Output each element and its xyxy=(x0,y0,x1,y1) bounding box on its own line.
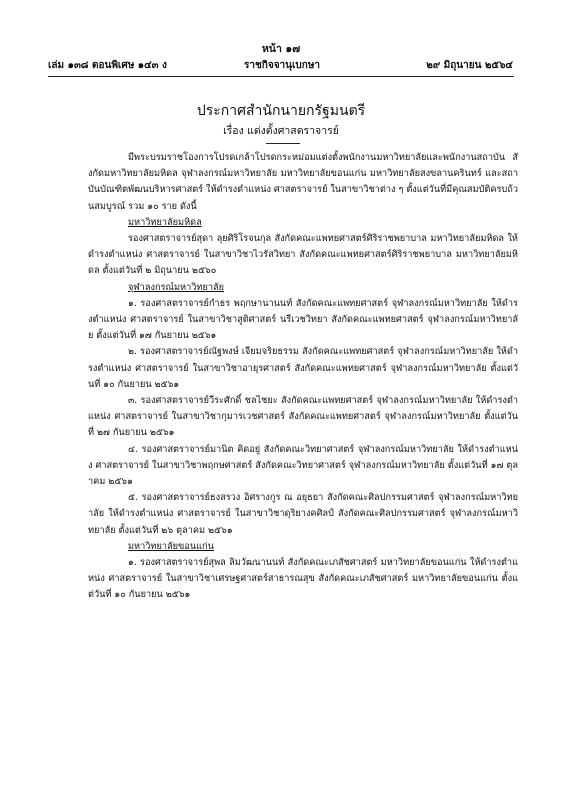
entry-paragraph: รองศาสตราจารย์สุดา ลุยศิริโรจนกุล สังกัดคณะแพทยศาสตร์ศิริราชพยาบาล มหาวิทยาลัยมหิดล ให้ดำรงตำแหน่ง ศาสตราจารย์ ในสาขาวิชาไวรัสวิทยา สังกัดคณะแพทยศาสตร์ศิริราชพยาบาล มหาวิทยาลัยมหิดล ตั้งแต่วันที่ ๒ มิถุนายน ๒๕๖๐ xyxy=(88,233,518,277)
entry-paragraph: ๔. รองศาสตราจารย์มานิต คิดอยู่ สังกัดคณะวิทยาศาสตร์ จุฬาลงกรณ์มหาวิทยาลัย ให้ดำรงตำแหน่ง ศาสตราจารย์ ในสาขาวิชาพฤกษศาสตร์ สังกัดคณะวิทยาศาสตร์ จุฬาลงกรณ์มหาวิทยาลัย ตั้งแต่วันที่ ๑๗ ตุลาคม ๒๕๖๑ xyxy=(88,443,518,488)
gazette-date: ๒๙ มิถุนายน ๒๕๖๔ xyxy=(426,60,513,71)
intro-paragraph: มีพระบรมราชโองการโปรดเกล้าโปรดกระหม่อมแต่งตั้งพนักงานมหาวิทยาลัยและพนักงานสถาบัน สังกัดมหาวิทยาลัยมหิดล จุฬาลงกรณ์มหาวิทยาลัย มหาวิทยาลัยขอนแก่น มหาวิทยาลัยสงขลานครินทร์ และสถาบันบัณฑิตพัฒนบริหารศาสตร์ ให้ดำรงตำแหน่ง ศาสตราจารย์ ในสาขาวิชาต่าง ๆ ตั้งแต่วันที่มีคุณสมบัติครบถ้วนสมบูรณ์ รวม ๑๐ ราย ดังนี้ xyxy=(88,152,518,212)
section-heading-chulalongkorn: จุฬาลงกรณ์มหาวิทยาลัย xyxy=(128,281,225,293)
gazette-volume: เล่ม ๑๓๘ ตอนพิเศษ ๑๔๓ ง xyxy=(48,60,167,71)
section-heading-mahidol: มหาวิทยาลัยมหิดล xyxy=(128,216,202,228)
entry-paragraph: ๒. รองศาสตราจารย์ณัฐพงษ์ เจียมจริยธรรม สังกัดคณะแพทยศาสตร์ จุฬาลงกรณ์มหาวิทยาลัย ให้ดำรงตำแหน่ง ศาสตราจารย์ ในสาขาวิชาอายุรศาสตร์ สังกัดคณะแพทยศาสตร์ จุฬาลงกรณ์มหาวิทยาลัย ตั้งแต่วันที่ ๑๐ กันยายน ๒๕๖๑ xyxy=(88,346,518,390)
announcement-subject: เรื่อง แต่งตั้งศาสตราจารย์ xyxy=(223,125,339,137)
announcement-title: ประกาศสำนักนายกรัฐมนตรี xyxy=(196,103,366,119)
announcement-body xyxy=(88,150,518,604)
separator-rule xyxy=(266,143,300,144)
entry-paragraph: ๑. รองศาสตราจารย์สุพล ลิมวัฒนานนท์ สังกัดคณะเภสัชศาสตร์ มหาวิทยาลัยขอนแก่น ให้ดำรงตำแหน่ง ศาสตราจารย์ ในสาขาวิชาเศรษฐศาสตร์สาธารณสุข สังกัดคณะเภสัชศาสตร์ มหาวิทยาลัยขอนแก่น ตั้งแต่วันที่ ๑๐ กันยายน ๒๕๖๑ xyxy=(88,557,518,601)
entry-paragraph: ๕. รองศาสตราจารย์ธงสรวง อิศรางกูร ณ อยุธยา สังกัดคณะศิลปกรรมศาสตร์ จุฬาลงกรณ์มหาวิทยาลัย ให้ดำรงตำแหน่ง ศาสตราจารย์ ในสาขาวิชาดุริยางคศิลป์ สังกัดคณะศิลปกรรมศาสตร์ จุฬาลงกรณ์มหาวิทยาลัย ตั้งแต่วันที่ ๒๖ ตุลาคม ๒๕๖๑ xyxy=(88,492,518,536)
page-number: หน้า ๑๗ xyxy=(261,43,301,55)
entry-paragraph: ๑. รองศาสตราจารย์กำธร พฤกษานานนท์ สังกัดคณะแพทยศาสตร์ จุฬาลงกรณ์มหาวิทยาลัย ให้ดำรงตำแหน่ง ศาสตราจารย์ ในสาขาวิชาสูติศาสตร์ นรีเวชวิทยา สังกัดคณะแพทยศาสตร์ จุฬาลงกรณ์มหาวิทยาลัย ตั้งแต่วันที่ ๑๗ กันยายน ๒๕๖๑ xyxy=(88,297,518,342)
gazette-name: ราชกิจจานุเบกษา xyxy=(244,60,321,71)
entry-paragraph: ๓. รองศาสตราจารย์วีระศักดิ์ ชลไชยะ สังกัดคณะแพทยศาสตร์ จุฬาลงกรณ์มหาวิทยาลัย ให้ดำรงตำแหน่ง ศาสตราจารย์ ในสาขาวิชากุมารเวชศาสตร์ สังกัดคณะแพทยศาสตร์ จุฬาลงกรณ์มหาวิทยาลัย ตั้งแต่วันที่ ๒๗ กันยายน ๒๕๖๑ xyxy=(88,395,518,439)
header-rule xyxy=(48,76,514,77)
section-heading-khonkaen: มหาวิทยาลัยขอนแก่น xyxy=(128,540,214,552)
gazette-header xyxy=(48,58,513,72)
